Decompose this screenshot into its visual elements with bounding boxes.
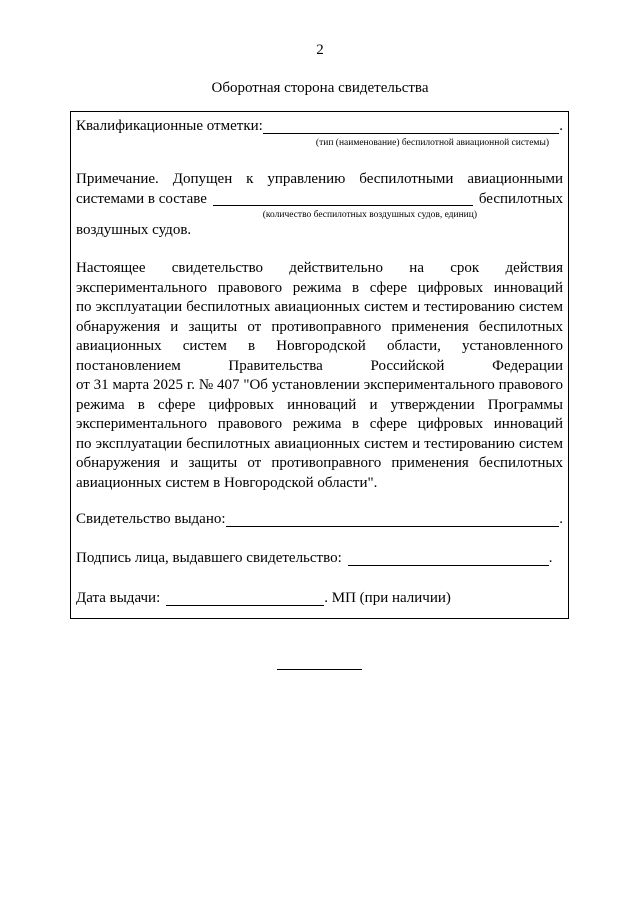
issued-by-section — [76, 510, 563, 530]
issued-by-label: Свидетельство выдано: — [76, 511, 226, 527]
validity-line: по эксплуатации беспилотных авиационных систем и тестированию систем — [76, 435, 563, 452]
note-section — [76, 170, 563, 241]
validity-line: по эксплуатации беспилотных авиационных систем и тестированию систем — [76, 299, 563, 315]
issue-date-field[interactable] — [166, 591, 324, 606]
qualification-end: . — [559, 118, 563, 134]
validity-line: экспериментального правового режима в сфере цифровых инноваций — [76, 416, 563, 432]
validity-line: обнаружения и защиты от противоправного применения беспилотных — [76, 455, 563, 471]
signature-field[interactable] — [348, 551, 549, 566]
issue-date-section — [76, 589, 563, 609]
validity-line: постановлением Правительства Российской Федерации — [76, 357, 563, 374]
note-line-1: Примечание. Допущен к управлению беспилотными авиационными — [76, 171, 563, 187]
footer-divider — [277, 669, 362, 670]
aircraft-count-caption: (количество беспилотных воздушных судов, единиц) — [262, 210, 477, 220]
page-heading: Оборотная сторона свидетельства — [211, 80, 429, 96]
issued-by-field[interactable] — [226, 512, 560, 527]
qualification-label: Квалификационные отметки: — [76, 118, 263, 134]
issue-date-label: Дата выдачи: — [76, 590, 161, 606]
validity-line: обнаружения и защиты от противоправного применения беспилотных — [76, 318, 563, 335]
aircraft-count-field[interactable] — [213, 191, 473, 206]
note-suffix: беспилотных — [478, 190, 563, 207]
validity-line: от 31 марта 2025 г. № 407 "Об установлении экспериментального правового — [76, 377, 563, 393]
note-line-3: воздушных судов. — [76, 222, 192, 238]
note-prefix: системами в составе — [76, 190, 207, 207]
signature-label: Подпись лица, выдавшего свидетельство: — [76, 550, 342, 566]
qualification-caption: (тип (наименование) беспилотной авиационной системы) — [315, 137, 549, 148]
page-number: 2 — [316, 42, 324, 58]
qualification-section — [76, 117, 563, 149]
validity-line: Настоящее свидетельство действительно на срок действия — [76, 260, 563, 276]
validity-last-line: авиационных систем в Новгородской области". — [76, 474, 378, 491]
validity-line: режима в сфере цифровых инноваций и утверждении Программы — [76, 396, 563, 413]
signature-section — [76, 549, 563, 569]
validity-line: экспериментального правового режима в сфере цифровых инноваций — [76, 279, 563, 296]
issue-date-suffix: . МП (при наличии) — [324, 590, 451, 606]
signature-end: . — [548, 550, 553, 566]
validity-line: авиационных систем в Новгородской области, установленного — [76, 338, 563, 354]
validity-paragraph — [76, 259, 563, 493]
qualification-field[interactable] — [263, 119, 559, 134]
issued-by-end: . — [559, 511, 563, 527]
